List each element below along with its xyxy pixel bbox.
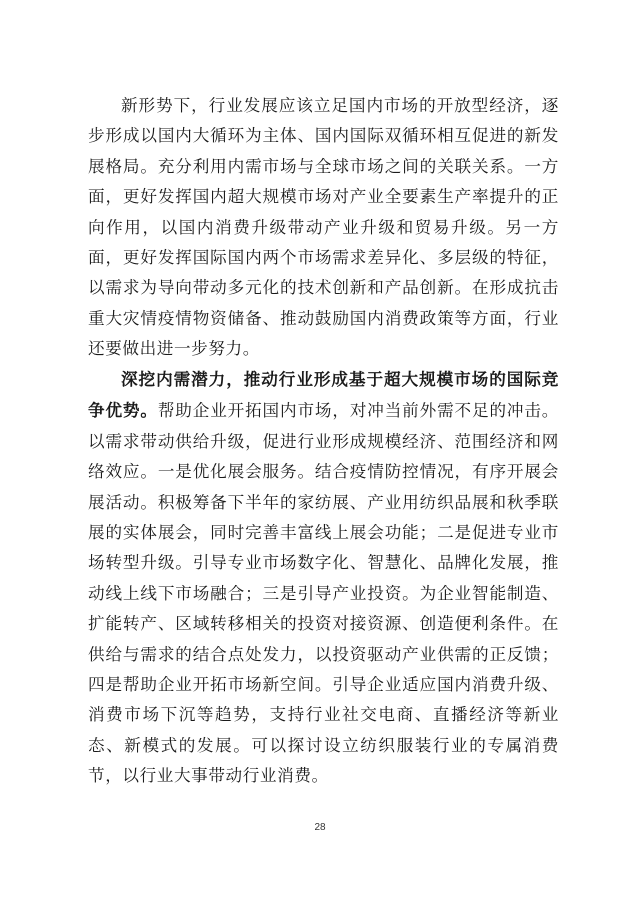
page-number: 28 xyxy=(314,822,326,833)
body-paragraph-2 xyxy=(88,364,559,792)
paragraph-2-text: 帮助企业开拓国内市场，对冲当前外需不足的冲击。以需求带动供给升级，促进行业形成规模经济、范围经济和网络效应。一是优化展会服务。结合疫情防控情况，有序开展会展活动。积极筹备下半年的家纺展、产业用纺织品展和秋季联展的实体展会，同时完善丰富线上展会功能；二是促进专业市场转型升级。引导专业市场数字化、智慧化、品牌化发展，推动线上线下市场融合；三是引导产业投资。为企业智能制造、扩能转产、区域转移相关的投资对接资源、创造便利条件。在供给与需求的结合点处发力，以投资驱动产业供需的正反馈；四是帮助企业开拓市场新空间。引导企业适应国内消费升级、消费市场下沉等趋势，支持行业社交电商、直播经济等新业态、新模式的发展。可以探讨设立纺织服装行业的专属消费节，以行业大事带动行业消费。 xyxy=(88,401,559,786)
paragraph-2-lead-bold: 深挖内需潜力，推动行业形成基于超大规模市场的国际竞争优势。 xyxy=(88,369,559,421)
paragraph-1-text: 新形势下，行业发展应该立足国内市场的开放型经济，逐步形成以国内大循环为主体、国内国际双循环相互促进的新发展格局。充分利用内需市场与全球市场之间的关联关系。一方面，更好发挥国内超大规模市场对产业全要素生产率提升的正向作用，以国内消费升级带动产业升级和贸易升级。另一方面，更好发挥国际国内两个市场需求差异化、多层级的特征，以需求为导向带动多元化的技术创新和产品创新。在形成抗击重大灾情疫情物资储备、推动鼓励国内消费政策等方面，行业还要做出进一步努力。 xyxy=(88,96,559,359)
body-paragraph-1 xyxy=(88,90,559,365)
